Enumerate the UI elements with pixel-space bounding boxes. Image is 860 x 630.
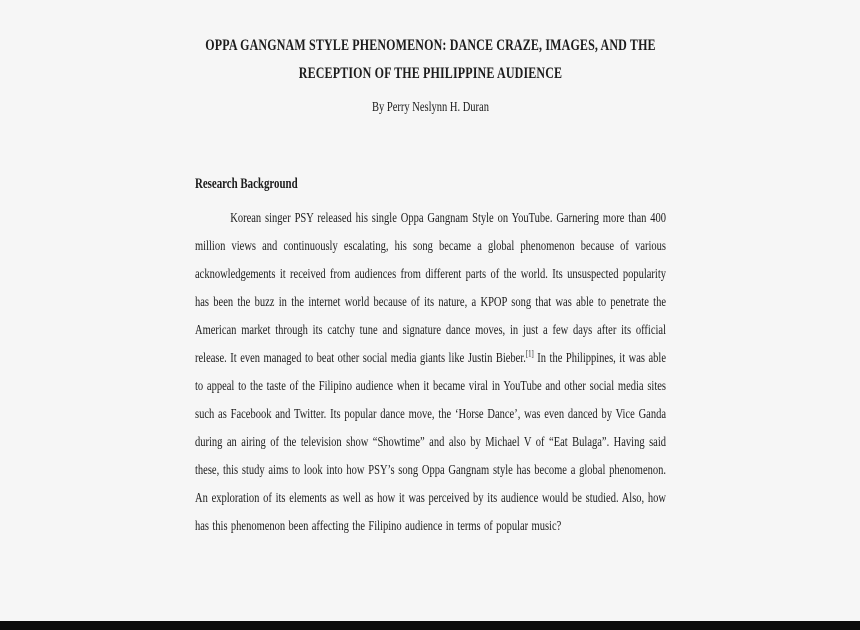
author-byline: By Perry Neslynn H. Duran — [372, 100, 489, 115]
paragraph-text-before-footnote: Korean singer PSY released his single Oppa Gangnam Style on YouTube. Garnering more than 400 million views and continuously escalating, his song became a global phenomenon because of various acknowledgements it received from audiences from different parts of the world. Its unsuspected popularity has been the buzz in the internet world because of its nature, a KPOP song that was able to penetrate the American market through its catchy tune and signature dance moves, in just a few days after its official release. It even managed to beat other social media giants like Justin Bieber. — [195, 211, 666, 366]
paper-title-line-1: OPPA GANGNAM STYLE PHENOMENON: DANCE CRAZE, IMAGES, AND THE — [205, 37, 656, 54]
footnote-marker: [1] — [525, 348, 534, 359]
page-bottom-edge-bar — [0, 621, 860, 630]
paper-title-line-2: RECEPTION OF THE PHILIPPINE AUDIENCE — [298, 65, 563, 82]
body-paragraph — [195, 205, 666, 541]
page-text-block — [195, 0, 666, 555]
paragraph-text-after-footnote: In the Philippines, it was able to appeal to the taste of the Filipino audience when it became viral in YouTube and other social media sites such as Facebook and Twitter. Its popular dance move, the ‘Horse Dance’, was even danced by Vice Ganda during an airing of the television show “Showtime” and also by Michael V of “Eat Bulaga”. Having said these, this study aims to look into how PSY’s song Oppa Gangnam style has become a global phenomenon. An exploration of its elements as well as how it was perceived by its audience would be studied. Also, how has this phenomenon been affecting the Filipino audience in terms of popular music? — [195, 351, 666, 534]
section-heading-research-background: Research Background — [195, 176, 298, 192]
paper-title — [195, 32, 666, 88]
